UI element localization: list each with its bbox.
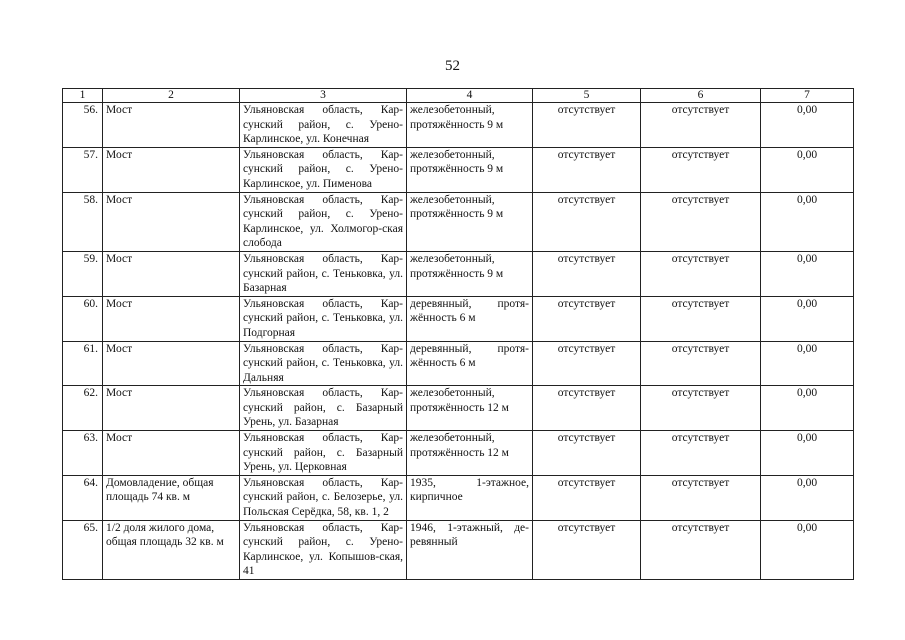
- rights-holder-status-cell: отсутствует: [641, 192, 761, 251]
- object-address-cell: Ульяновская область, Кар-сунский район, с. Базарный Урень, ул. Базарная: [240, 386, 407, 431]
- object-name-cell: Мост: [103, 251, 240, 296]
- object-address-cell: Ульяновская область, Кар-сунский район, с. Урено-Карлинское, ул. Холмогор-ская слобода: [240, 192, 407, 251]
- object-description-cell: деревянный, протя-жённость 6 м: [407, 296, 533, 341]
- object-description-cell: железобетонный, протяжённость 9 м: [407, 147, 533, 192]
- encumbrance-status-cell: отсутствует: [533, 386, 641, 431]
- object-address-cell: Ульяновская область, Кар-сунский район, с. Урено-Карлинское, ул. Пименова: [240, 147, 407, 192]
- book-value-cell: 0,00: [761, 251, 854, 296]
- object-description-cell: железобетонный, протяжённость 9 м: [407, 192, 533, 251]
- object-address-cell: Ульяновская область, Кар-сунский район, с. Белозерье, ул. Польская Серёдка, 58, кв. 1, 2: [240, 475, 407, 520]
- rights-holder-status-cell: отсутствует: [641, 475, 761, 520]
- object-description-cell: железобетонный, протяжённость 9 м: [407, 103, 533, 148]
- encumbrance-status-cell: отсутствует: [533, 192, 641, 251]
- encumbrance-status-cell: отсутствует: [533, 147, 641, 192]
- book-value-cell: 0,00: [761, 103, 854, 148]
- table-row: [63, 386, 854, 431]
- book-value-cell: 0,00: [761, 475, 854, 520]
- column-header-1: 1: [63, 89, 103, 103]
- object-name-cell: Домовладение, общая площадь 74 кв. м: [103, 475, 240, 520]
- object-address-cell: Ульяновская область, Кар-сунский район, с. Базарный Урень, ул. Церковная: [240, 431, 407, 476]
- property-registry-table: [62, 88, 854, 580]
- encumbrance-status-cell: отсутствует: [533, 475, 641, 520]
- book-value-cell: 0,00: [761, 147, 854, 192]
- book-value-cell: 0,00: [761, 192, 854, 251]
- object-name-cell: Мост: [103, 296, 240, 341]
- book-value-cell: 0,00: [761, 341, 854, 386]
- column-header-2: 2: [103, 89, 240, 103]
- rights-holder-status-cell: отсутствует: [641, 341, 761, 386]
- object-description-cell: 1946, 1-этажный, де-ревянный: [407, 520, 533, 579]
- encumbrance-status-cell: отсутствует: [533, 431, 641, 476]
- object-name-cell: Мост: [103, 147, 240, 192]
- encumbrance-status-cell: отсутствует: [533, 251, 641, 296]
- object-name-cell: 1/2 доля жилого дома, общая площадь 32 кв. м: [103, 520, 240, 579]
- object-description-cell: 1935, 1-этажное, кирпичное: [407, 475, 533, 520]
- row-number-cell: 62.: [63, 386, 103, 431]
- object-description-cell: железобетонный, протяжённость 9 м: [407, 251, 533, 296]
- table-row: [63, 520, 854, 579]
- object-name-cell: Мост: [103, 341, 240, 386]
- book-value-cell: 0,00: [761, 520, 854, 579]
- object-address-cell: Ульяновская область, Кар-сунский район, с. Теньковка, ул. Подгорная: [240, 296, 407, 341]
- book-value-cell: 0,00: [761, 386, 854, 431]
- encumbrance-status-cell: отсутствует: [533, 520, 641, 579]
- rights-holder-status-cell: отсутствует: [641, 103, 761, 148]
- book-value-cell: 0,00: [761, 296, 854, 341]
- object-description-cell: деревянный, протя-жённость 6 м: [407, 341, 533, 386]
- row-number-cell: 56.: [63, 103, 103, 148]
- row-number-cell: 59.: [63, 251, 103, 296]
- object-address-cell: Ульяновская область, Кар-сунский район, с. Теньковка, ул. Базарная: [240, 251, 407, 296]
- column-header-5: 5: [533, 89, 641, 103]
- object-name-cell: Мост: [103, 386, 240, 431]
- row-number-cell: 64.: [63, 475, 103, 520]
- book-value-cell: 0,00: [761, 431, 854, 476]
- rights-holder-status-cell: отсутствует: [641, 431, 761, 476]
- table-row: [63, 147, 854, 192]
- table-row: [63, 431, 854, 476]
- column-header-3: 3: [240, 89, 407, 103]
- table-row: [63, 341, 854, 386]
- column-header-4: 4: [407, 89, 533, 103]
- row-number-cell: 61.: [63, 341, 103, 386]
- column-header-6: 6: [641, 89, 761, 103]
- page-number: 52: [445, 58, 460, 74]
- encumbrance-status-cell: отсутствует: [533, 103, 641, 148]
- table-row: [63, 251, 854, 296]
- table-row: [63, 103, 854, 148]
- column-header-7: 7: [761, 89, 854, 103]
- object-address-cell: Ульяновская область, Кар-сунский район, с. Теньковка, ул. Дальняя: [240, 341, 407, 386]
- rights-holder-status-cell: отсутствует: [641, 251, 761, 296]
- row-number-cell: 60.: [63, 296, 103, 341]
- object-name-cell: Мост: [103, 103, 240, 148]
- table-row: [63, 296, 854, 341]
- row-number-cell: 65.: [63, 520, 103, 579]
- row-number-cell: 63.: [63, 431, 103, 476]
- object-name-cell: Мост: [103, 192, 240, 251]
- object-name-cell: Мост: [103, 431, 240, 476]
- registry-body: [63, 103, 854, 580]
- object-address-cell: Ульяновская область, Кар-сунский район, с. Урено-Карлинское, ул. Конечная: [240, 103, 407, 148]
- row-number-cell: 57.: [63, 147, 103, 192]
- encumbrance-status-cell: отсутствует: [533, 296, 641, 341]
- object-description-cell: железобетонный, протяжённость 12 м: [407, 431, 533, 476]
- table-row: [63, 192, 854, 251]
- rights-holder-status-cell: отсутствует: [641, 296, 761, 341]
- object-address-cell: Ульяновская область, Кар-сунский район, с. Урено-Карлинское, ул. Копышов-ская, 41: [240, 520, 407, 579]
- rights-holder-status-cell: отсутствует: [641, 147, 761, 192]
- table-row: [63, 475, 854, 520]
- rights-holder-status-cell: отсутствует: [641, 520, 761, 579]
- object-description-cell: железобетонный, протяжённость 12 м: [407, 386, 533, 431]
- row-number-cell: 58.: [63, 192, 103, 251]
- rights-holder-status-cell: отсутствует: [641, 386, 761, 431]
- column-number-header-row: [63, 89, 854, 103]
- encumbrance-status-cell: отсутствует: [533, 341, 641, 386]
